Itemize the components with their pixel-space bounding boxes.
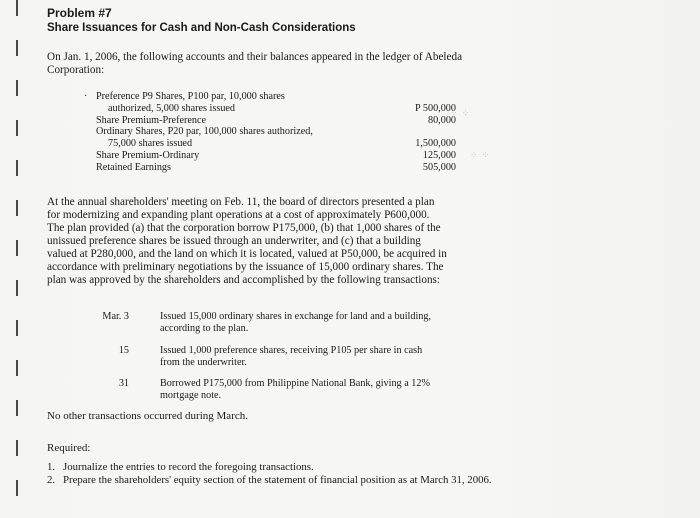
account-name: Retained Earnings	[96, 161, 171, 173]
required-number: 2.	[47, 473, 56, 486]
transaction-line: according to the plan.	[160, 322, 249, 334]
account-name: Ordinary Shares, P20 par, 100,000 shares authorized,	[96, 126, 313, 138]
account-row	[96, 91, 456, 115]
required-text: Prepare the shareholders' equity section of the statement of financial position as at March 31, 2006.	[63, 473, 492, 486]
account-row	[96, 115, 456, 127]
transaction-text	[160, 378, 490, 402]
account-name-cont: 75,000 shares issued	[108, 138, 193, 150]
account-name: Share Premium-Preference	[96, 114, 207, 126]
binder-margin-line	[16, 0, 18, 518]
paragraph-line: unissued preference shares be issued through an underwriter, and (c) that a building	[47, 235, 421, 247]
transaction-line: Borrowed P175,000 from Philippine National Bank, giving a 12%	[160, 378, 430, 389]
transaction-date: Mar. 3	[102, 311, 129, 322]
required-number: 1.	[47, 461, 56, 473]
transaction-text	[160, 311, 490, 335]
paragraph-line: for modernizing and expanding plant operations at a cost of approximately P600,000.	[47, 209, 430, 221]
required-item	[47, 474, 507, 487]
account-amount: 1,500,000	[415, 138, 456, 150]
problem-title: Share Issuances for Cash and Non-Cash Considerations	[47, 22, 356, 34]
account-amount: P 500,000	[415, 102, 456, 114]
transaction-date: 31	[118, 378, 129, 389]
paragraph-line: valued at P280,000, and the land on which it is located, valued at P50,000, be acquired in	[47, 248, 447, 260]
account-name-cont: authorized, 5,000 shares issued	[108, 102, 236, 114]
transaction-line: Issued 1,000 preference shares, receiving P105 per share in cash	[160, 345, 423, 356]
scan-smudge: ⁘ ⁘	[450, 108, 471, 118]
paragraph-line: plan was approved by the shareholders and accomplished by the following transactions:	[47, 274, 441, 286]
plan-paragraph	[47, 196, 502, 287]
account-name: Share Premium-Ordinary	[96, 149, 200, 161]
account-name: Preference P9 Shares, P100 par, 10,000 shares	[96, 91, 285, 102]
account-amount: 505,000	[422, 161, 456, 173]
paragraph-line: The plan provided (a) that the corporation borrow P175,000, (b) that 1,000 shares of the	[47, 222, 441, 234]
account-row	[96, 162, 456, 174]
bullet-dot: ·	[84, 91, 88, 102]
transaction-text	[160, 345, 490, 369]
account-balances	[96, 91, 456, 174]
account-amount: 125,000	[422, 149, 456, 161]
account-row	[96, 150, 456, 162]
paragraph-line: accordance with preliminary negotiations by the issuance of 15,000 ordinary shares. The	[47, 261, 444, 273]
problem-number: Problem #7	[47, 6, 112, 20]
required-list	[47, 461, 507, 486]
paragraph-line: At the annual shareholders' meeting on Feb. 11, the board of directors presented a plan	[47, 196, 435, 208]
required-label: Required:	[47, 442, 91, 454]
closing-note: No other transactions occurred during March.	[47, 410, 248, 422]
transaction-date: 15	[118, 345, 129, 356]
transaction-line: mortgage note.	[160, 389, 222, 401]
required-item	[47, 461, 507, 474]
transaction-line: from the underwriter.	[160, 356, 247, 368]
transaction-line: Issued 15,000 ordinary shares in exchange for land and a building,	[160, 311, 432, 322]
account-row	[96, 126, 456, 150]
required-text: Journalize the entries to record the foregoing transactions.	[63, 461, 314, 473]
intro-paragraph: On Jan. 1, 2006, the following accounts and their balances appeared in the ledger of Abeleda Corporation:	[47, 51, 463, 76]
account-amount: 80,000	[427, 114, 456, 126]
scan-smudge: ⁘ ⁘	[470, 150, 491, 160]
